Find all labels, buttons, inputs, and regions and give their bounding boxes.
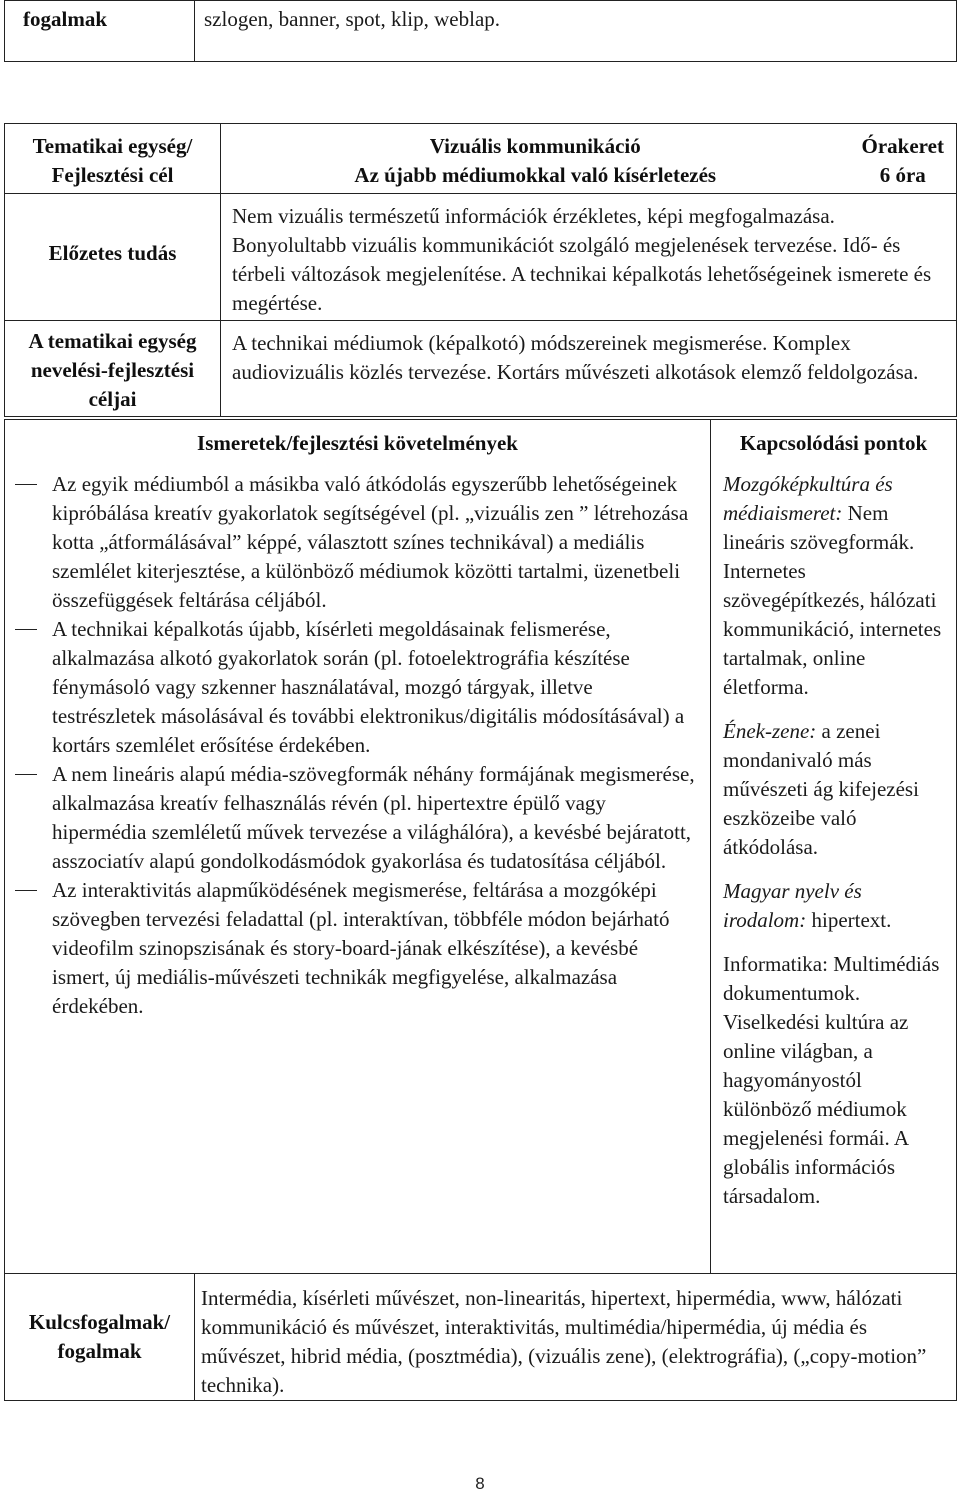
requirement-text: A technikai képalkotás újabb, kísérleti megoldásainak felismerése, alkalmazása alkotó gyakorlatok során (pl. fotoelektrográfia készítése fénymásoló vagy szkenner használatával, mozgó tárgyak, illetve testrészletek másolásával és további elektronikus/digitális módosításával) a kortárs szemlélet erősítése érdekében.: [52, 616, 685, 757]
keywords-text-cell: [195, 1274, 957, 1401]
dash-bullet: [15, 484, 37, 485]
connection-text: hipertext.: [811, 907, 892, 932]
requirements-header: Ismeretek/fejlesztési követelmények: [197, 431, 518, 455]
unit-row: [5, 124, 957, 194]
prior-text: Nem vizuális természetű információk érzékletes, képi megfogalmazása. Bonyolultabb vizuális kommunikációt szolgáló megjelenések tervezése. Idő- és térbeli változások megjelenítése. A technikai képalkotás lehetőségeinek ismerete és megértése.: [232, 204, 932, 315]
hours-label: Órakeret: [861, 134, 944, 158]
top-table: [4, 0, 957, 62]
hours-value: 6 óra: [879, 163, 926, 187]
connection-subject: Informatika:: [723, 951, 828, 976]
hours-cell: [850, 124, 957, 194]
connection-text: Nem lineáris szövegformák. Internetes szövegépítkezés, hálózati kommunikáció, internetes tartalmak, online életforma.: [723, 500, 942, 699]
connection-subject: Magyar nyelv és irodalom:: [723, 878, 862, 932]
requirements-table: [4, 419, 957, 1274]
connection-subject: Ének-zene:: [723, 718, 817, 743]
connection-informatics: [723, 950, 948, 1211]
dash-bullet: [15, 890, 37, 891]
requirement-text: Az egyik médiumból a másikba való átkódolás egyszerűbb lehetőségeinek kipróbálása kreatív gyakorlatok segítségével (pl. „vizuális zen ” létrehozása kotta „átformálásával” képpé, választott színes technikával) a mediális szemlélet kiterjesztése, a különböző médiumok közötti tartalmi, üzenetbeli összefüggések feltárása céljából.: [52, 471, 689, 612]
connections-header-cell: [711, 420, 957, 466]
goals-text: A technikai médiumok (képalkotó) módszereinek megismerése. Komplex audiovizuális közlés tervezése. Kortárs művészeti alkotások elemző feldolgozása.: [232, 331, 919, 384]
unit-label-line1: Tematikai egység/: [32, 134, 193, 158]
keywords-label-line1: Kulcsfogalmak/: [28, 1310, 171, 1334]
connection-literature: [723, 877, 948, 935]
top-label-cell: [5, 1, 195, 62]
connection-text: a zenei mondanivaló más művészeti ág kifejezési eszközeibe való átkódolása.: [723, 718, 919, 859]
top-value-cell: [195, 1, 957, 62]
connection-music: [723, 717, 948, 862]
keywords-row: [5, 1274, 957, 1401]
prior-label: Előzetes tudás: [48, 240, 177, 265]
unit-title-line2: Az újabb médiumokkal való kísérletezés: [354, 163, 717, 187]
goals-label-line3: céljai: [88, 387, 137, 411]
goals-label-line1: A tematikai egység: [28, 329, 197, 353]
unit-table: [4, 123, 957, 417]
connection-text: Multimédiás dokumentumok. Viselkedési kultúra az online világban, a hagyományostól különböző médiumok megjelenési formái. A globális információs társadalom.: [723, 951, 940, 1208]
requirement-text: A nem lineáris alapú média-szövegformák néhány formájának megismerése, alkalmazása kreatív felhasználás révén (pl. hipertextre épülő vagy hipermédia szemléletű művek tervezése a világhálóra), a kevésbé bejáratott, asszociatív alapú gondolkodásmódok gyakorlása és tudatosítása céljából.: [52, 761, 695, 873]
requirement-item: [5, 615, 700, 760]
keywords-text: Intermédia, kísérleti művészet, non-linearitás, hipertext, hipermédia, www, hálózati kommunikáció és művészet, interaktivitás, multimédia/hipermédia, új média és művészet, hibrid média, (posztmédia), (vizuális zene), (elektrográfia), („copy-motion” technika).: [201, 1286, 927, 1397]
prior-row: [5, 194, 957, 321]
unit-title-line1: Vizuális kommunikáció: [429, 134, 641, 158]
requirement-text: Az interaktivitás alapműködésének megismerése, feltárása a mozgóképi szövegben tervezési feladattal (pl. interaktívan, többféle módon bejárható videofilm szinopszisának és story-board-jának elkészítése), a kevésbé ismert, új mediális-művészeti technikák megfigyelése, alkalmazása érdekében.: [52, 877, 670, 1018]
requirements-body-row: [5, 466, 957, 1274]
connection-subject: Mozgóképkultúra és médiaismeret:: [723, 471, 893, 525]
requirement-item: [5, 760, 700, 876]
connection-media: [723, 470, 948, 702]
requirement-item: [5, 876, 700, 1021]
requirements-list: [5, 466, 711, 1274]
prior-label-cell: [5, 194, 221, 321]
keywords-label-cell: [5, 1274, 195, 1401]
goals-label-cell: [5, 321, 221, 417]
requirements-header-cell: [5, 420, 711, 466]
goals-text-cell: [221, 321, 957, 417]
unit-label-line2: Fejlesztési cél: [51, 163, 174, 187]
dash-bullet: [15, 774, 37, 775]
page-number: 8: [475, 1474, 485, 1493]
goals-label-line2: nevelési-fejlesztési: [30, 358, 195, 382]
unit-title-cell: [221, 124, 850, 194]
goals-row: [5, 321, 957, 417]
connections-header: Kapcsolódási pontok: [739, 431, 928, 455]
connections-list: [711, 466, 957, 1274]
dash-bullet: [15, 629, 37, 630]
prior-text-cell: [221, 194, 957, 321]
requirement-item: [5, 470, 700, 615]
top-label: fogalmak: [23, 7, 107, 31]
keywords-label-line2: fogalmak: [57, 1339, 142, 1363]
requirements-header-row: [5, 420, 957, 466]
top-value: szlogen, banner, spot, klip, weblap.: [204, 7, 501, 31]
unit-label-cell: [5, 124, 221, 194]
keywords-table: [4, 1273, 957, 1401]
